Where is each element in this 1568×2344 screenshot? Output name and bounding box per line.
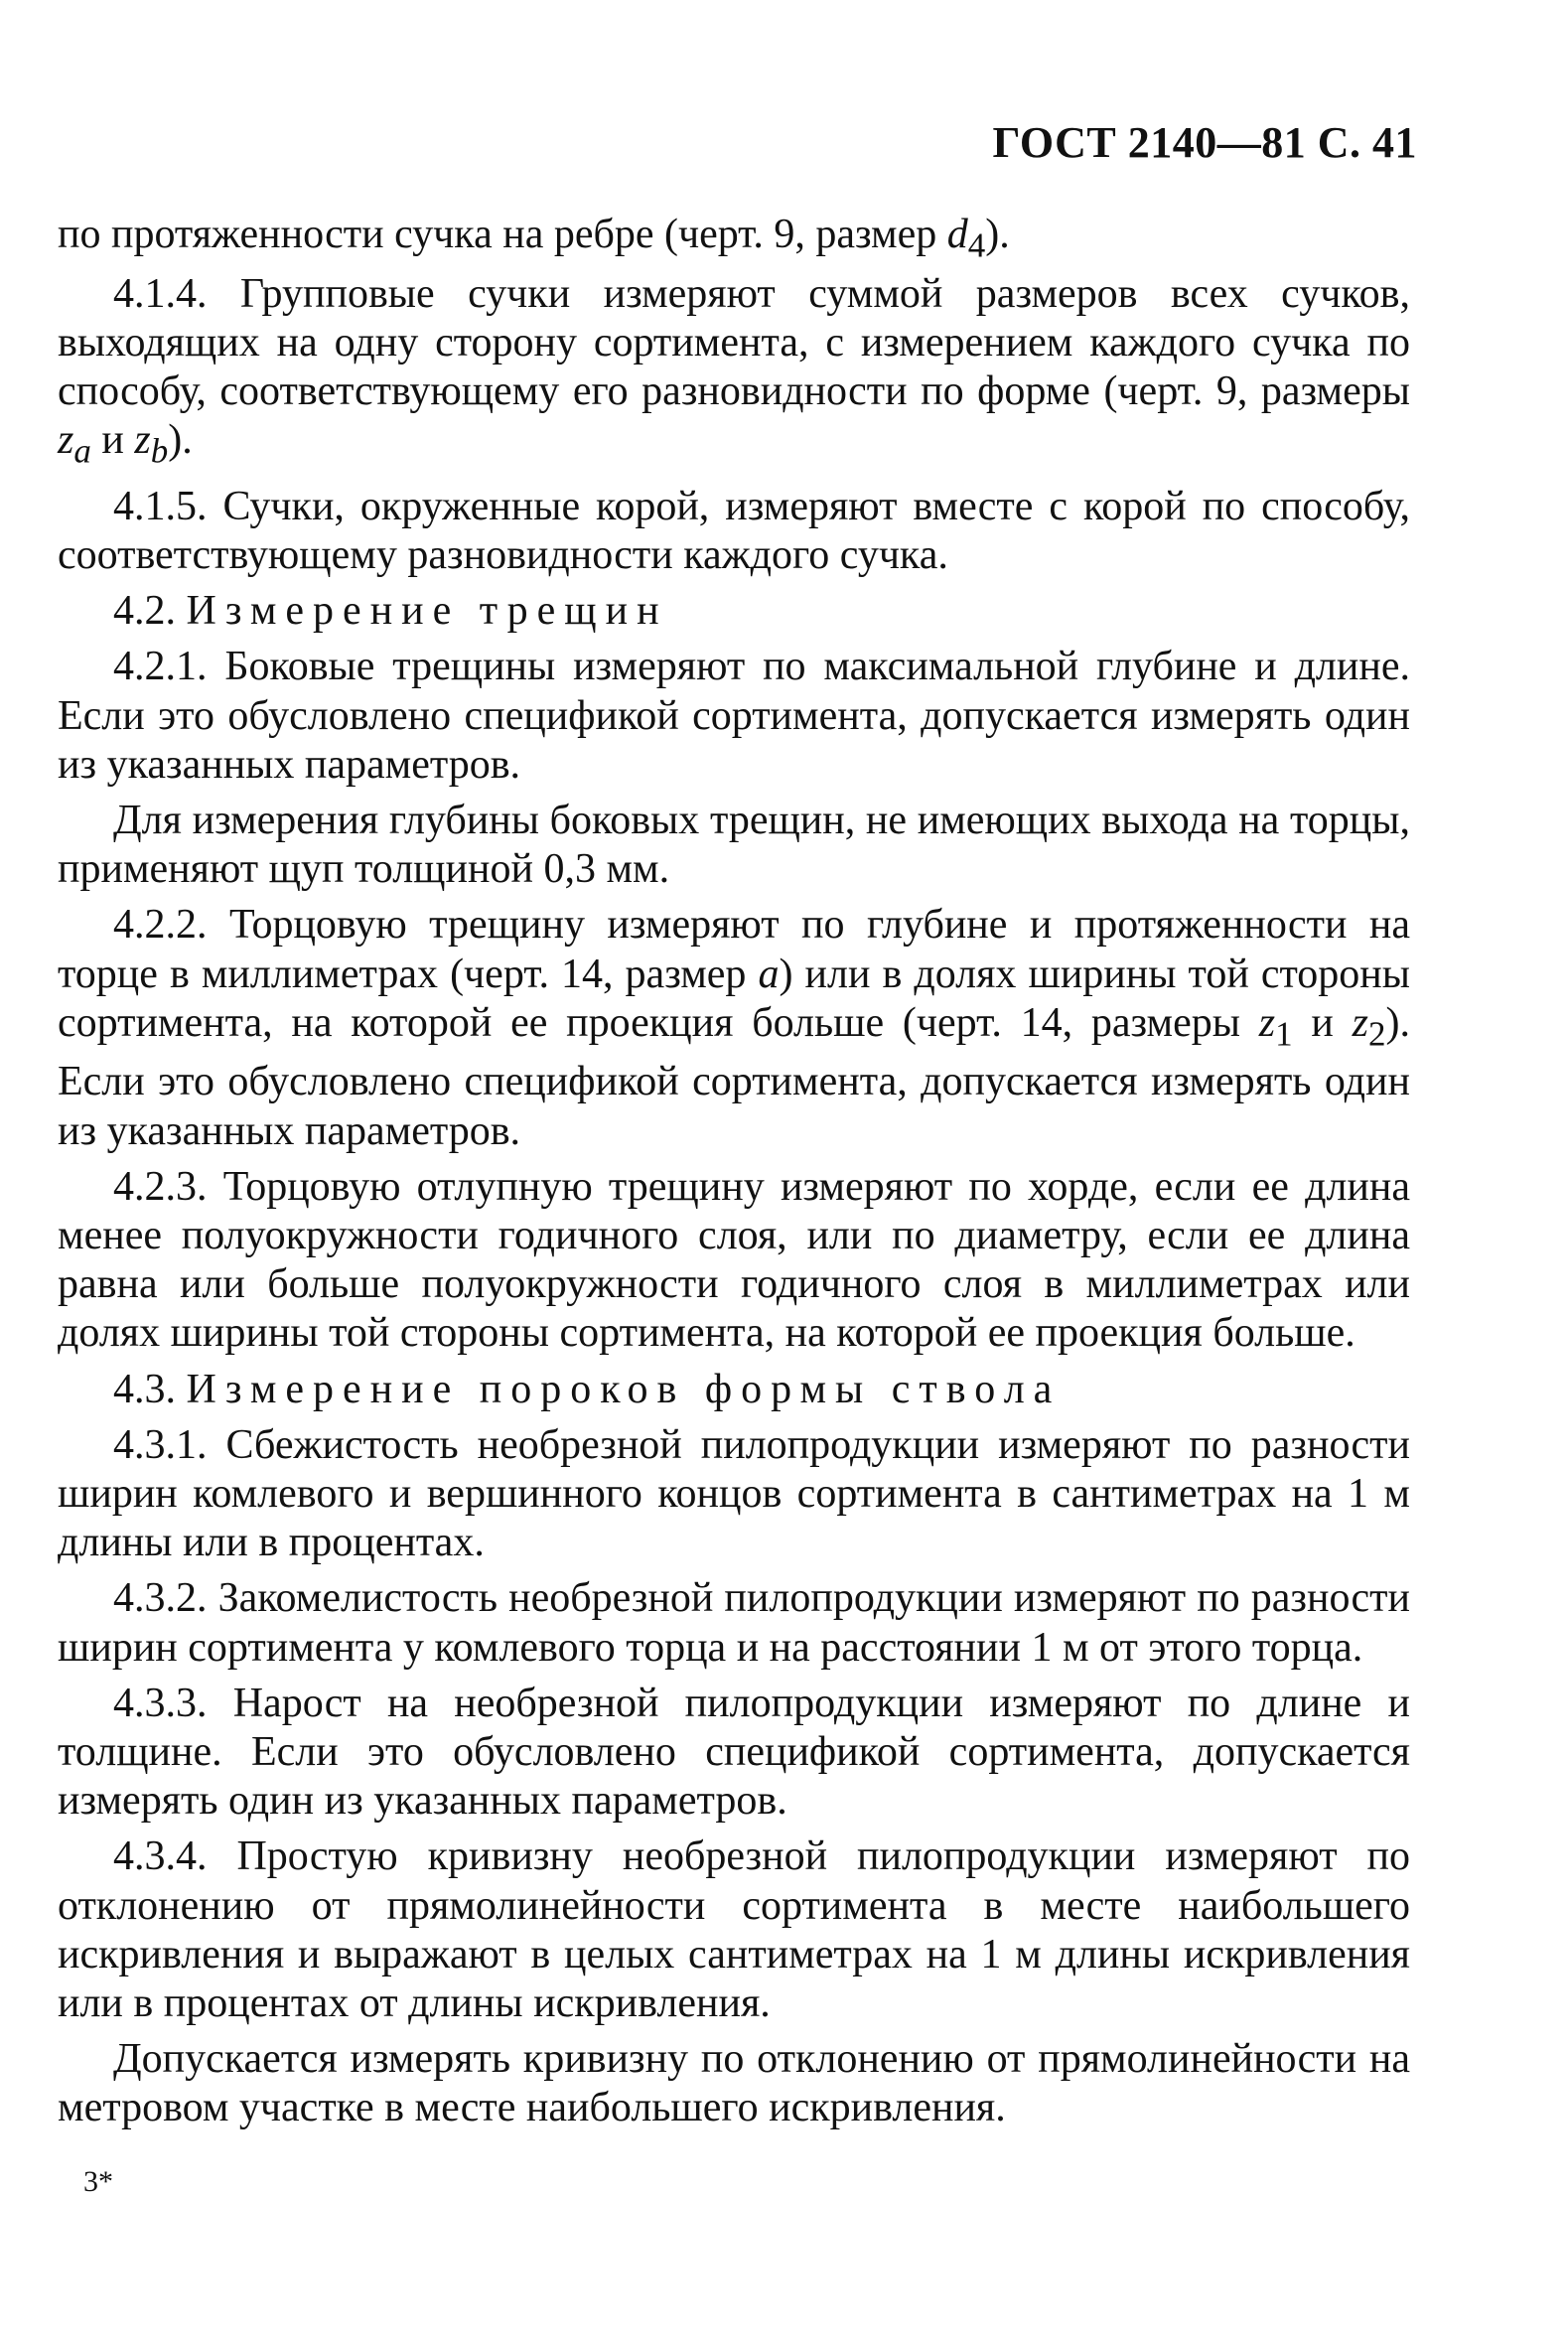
paragraph-4-3-3: 4.3.3. Нарост на необрезной пилопродукции измеряют по длине и толщине. Если это обусловлено спецификой сортимента, допускается измерять один из указанных параметров. — [58, 1680, 1410, 1825]
text-run: ) или в долях ширины той стороны сортимента, на которой ее проекция больше (черт. 14, размеры — [58, 951, 1410, 1046]
paragraph-probe: Для измерения глубины боковых трещин, не имеющих выхода на торцы, применяют щуп толщиной 0,3 мм. — [58, 798, 1410, 893]
paragraph-4-1-4 — [58, 270, 1410, 476]
page-header: ГОСТ 2140—81 С. 41 — [992, 118, 1417, 167]
text-run: 4.2.2. Торцовую трещину измеряют по глубине и протяженности на торце в миллиметрах (черт. 14, размер — [58, 902, 1410, 997]
text-run: ). — [985, 212, 1010, 257]
heading-number: 4.3. — [113, 1366, 187, 1412]
subscript: b — [150, 431, 169, 471]
paragraph-4-3-4: 4.3.4. Простую кривизну необрезной пилопродукции измеряют по отклонению от прямолинейности сортимента в месте наибольшего искривления и выражают в целых сантиметрах на 1 м длины искривления или в процентах от длины искривления. — [58, 1833, 1410, 2027]
text-run: и — [90, 417, 135, 464]
paragraph-curvature-note: Допускается измерять кривизну по отклонению от прямолинейности на метровом участке в месте наибольшего искривления. — [58, 2036, 1410, 2131]
symbol-d: d — [946, 212, 968, 257]
text-run: и — [1292, 999, 1353, 1046]
signature-mark: 3* — [83, 2165, 113, 2198]
subscript: 1 — [1275, 1014, 1293, 1054]
paragraph-4-3-1: 4.3.1. Сбежистость необрезной пилопродукции измеряют по разности ширин комлевого и вершинного концов сортимента в сантиметрах на 1 м длины или в процентах. — [58, 1421, 1410, 1566]
paragraph-4-3-2: 4.3.2. Закомелистость необрезной пилопродукции измеряют по разности ширин сортимента у комлевого торца и на расстоянии 1 м от этого торца. — [58, 1575, 1410, 1671]
symbol-z: z — [134, 417, 151, 464]
paragraph-4-1-5: 4.1.5. Сучки, окруженные корой, измеряют вместе с корой по способу, соответствующему разновидности каждого сучка. — [58, 483, 1410, 578]
text-run: по протяженности сучка на ребре (черт. 9, размер — [58, 212, 947, 257]
paragraph-4-2-1: 4.2.1. Боковые трещины измеряют по максимальной глубине и длине. Если это обусловлено спецификой сортимента, допускается измерять один из указанных параметров. — [58, 644, 1410, 788]
text-run: ). Если это обусловлено спецификой сортимента, допускается измерять один из указанных параметров. — [58, 999, 1410, 1154]
paragraph-4-2-3: 4.2.3. Торцовую отлупную трещину измеряют по хорде, если ее длина менее полуокружности годичного слоя, или по диаметру, если ее длина равна или больше полуокружности годичного слоя в миллиметрах или долях ширины той стороны сортимента, на которой ее проекция больше. — [58, 1163, 1410, 1357]
heading-title: Измерение трещин — [186, 588, 668, 635]
text-run: ). — [168, 417, 193, 464]
subscript: 2 — [1368, 1014, 1386, 1054]
section-heading-4-2 — [58, 587, 1410, 636]
subscript: 4 — [967, 225, 986, 265]
symbol-z: z — [1258, 999, 1276, 1046]
section-heading-4-3 — [58, 1366, 1410, 1414]
symbol-z: z — [1352, 999, 1368, 1046]
text-run: 4.1.4. Групповые сучки измеряют суммой размеров всех сучков, выходящих на одну сторону сортимента, с измерением каждого сучка по способу, соответствующему его разновидности по форме (черт. 9, размеры — [58, 270, 1410, 414]
paragraph-continuation — [58, 211, 1410, 270]
heading-number: 4.2. — [113, 588, 187, 635]
subscript: a — [73, 431, 91, 471]
heading-title: Измерение пороков формы ствола — [186, 1366, 1062, 1412]
symbol-z: z — [58, 417, 74, 464]
page-body — [58, 211, 1410, 2133]
paragraph-4-2-2 — [58, 901, 1410, 1155]
symbol-a: a — [758, 951, 780, 997]
